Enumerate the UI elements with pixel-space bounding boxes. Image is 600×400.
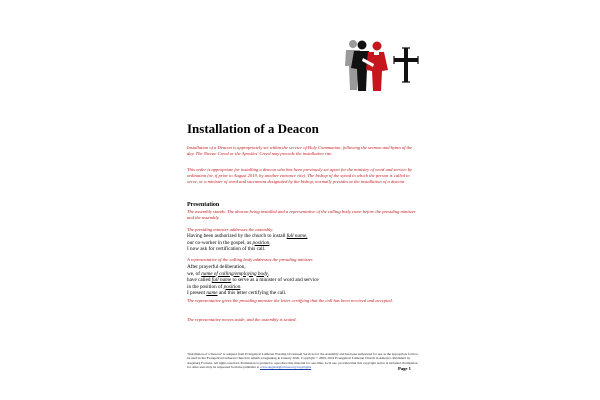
presiding-minister-text — [187, 233, 420, 253]
text-line: in the position of position. — [187, 283, 242, 290]
fill-in-field: full name — [211, 277, 232, 283]
copyright-link[interactable]: www.augsburgfortress.org/copyrights — [260, 365, 312, 370]
text-line: Having been authorized by the church to install full name, — [187, 233, 308, 239]
footer-text: "Installation of a Deacon" is adapted from Evangelical Lutheran Worship Occasional Services for the Assembly and has been authorized for use as the appropriate form to be used in the Evangelical Lutheran Church in America beginning in January 2020. Copyright © 2009, 2019 Evangelical Lutheran Church in America. Published by Augsburg Fortress. All rights reserved. Permission is granted to reproduce this material for one-time, local use, provided that this copyright notice is included. Permission for other uses may be requested from the publisher at — [187, 352, 419, 370]
fill-in-field: name of calling/employing body — [201, 270, 268, 277]
fill-in-field: name — [206, 290, 218, 296]
presentation-rubric-2: The presiding minister addresses the assembly. — [187, 227, 274, 232]
text-line: I now ask for certification of this call. — [187, 246, 266, 252]
copyright-footer — [187, 352, 420, 370]
elca-logo-icon — [336, 36, 426, 92]
presentation-rubric-4: The representative gives the presiding minister the letter certifying that the call has been received and accepted. — [187, 298, 393, 303]
intro-rubric-1: Installation of a Deacon is appropriately set within the service of Holy Communion, following the sermon and hymn of the day. The Nicene Creed or the Apostles' Creed may precede the installation rite. — [187, 145, 413, 156]
intro-rubric-2: This order is appropriate for installing a deacon who has been previously set apart for the ministry of word and service by ordination (or, if prior to August 2019, by another entrance rite). The bishop of the synod to which the person is called to serve, or a minister of word and sacrament designated by the bishop, normally presides at the installation of a deacon. — [187, 167, 413, 184]
presentation-rubric-1: The assembly stands. The deacon being installed and a representative of the calling body come before the presiding minister and the assembly. — [187, 209, 416, 220]
text-line: After prayerful deliberation, — [187, 264, 246, 270]
representative-text — [187, 264, 420, 297]
page-number: Page 1 — [398, 366, 411, 371]
text-line: I present name and this letter certifying the call. — [187, 290, 287, 296]
fill-in-field: full name, — [286, 233, 308, 239]
text-line: our co-worker in the gospel, as position, — [187, 239, 271, 246]
text-line: we, of name of calling/employing body, — [187, 270, 270, 277]
presentation-heading: Presentation — [187, 202, 220, 208]
fill-in-field: position — [252, 239, 270, 246]
presentation-rubric-5: The representative moves aside, and the assembly is seated. — [187, 317, 297, 322]
text-line: have called full name to serve as a minister of word and service — [187, 277, 319, 283]
presentation-rubric-3: A representative of the calling body addresses the presiding minister. — [187, 257, 314, 262]
document-title: Installation of a Deacon — [187, 121, 319, 136]
fill-in-field: position — [223, 283, 241, 290]
